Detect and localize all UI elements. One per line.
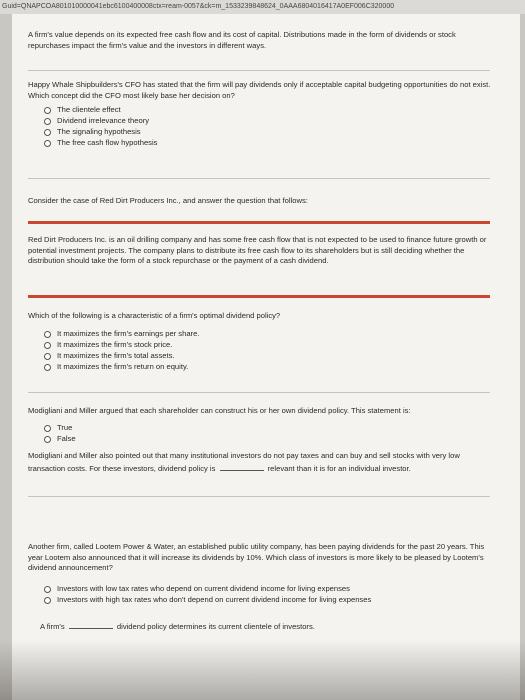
question-1 [28,80,498,149]
q2-option-2[interactable] [44,340,498,351]
question-3 [28,406,498,445]
radio-button[interactable] [44,353,51,360]
q1-option-1[interactable] [44,105,498,116]
question-3-text: Modigliani and Miller argued that each shareholder can construct his or her own dividend policy. This statement is: [28,406,411,415]
q2-option-1[interactable] [44,329,498,340]
radio-button[interactable] [44,597,51,604]
q5-option-2[interactable] [44,595,494,606]
radio-button[interactable] [44,364,51,371]
radio-button[interactable] [44,342,51,349]
case-top-rule [28,221,490,224]
q2-option-4[interactable] [44,362,498,373]
divider [28,178,490,179]
question-6 [28,620,506,633]
option-label: It maximizes the firm's total assets. [57,350,175,360]
option-label: The free cash flow hypothesis [57,138,158,148]
option-label: It maximizes the firm's return on equity. [57,361,189,371]
q3-option-true[interactable] [44,423,498,434]
q2-option-3[interactable] [44,351,498,362]
option-label: Dividend irrelevance theory [57,116,150,126]
question-4 [28,451,490,474]
assignment-page [12,14,520,700]
question-4-text-end: relevant than it is for an individual investor. [267,463,411,473]
option-label: Investors with low tax rates who depend on current dividend income for living expenses [57,583,350,593]
option-label: False [57,433,76,443]
radio-button[interactable] [44,586,51,593]
q1-option-4[interactable] [44,138,498,149]
option-label: The signaling hypothesis [57,127,141,137]
divider [28,392,490,393]
radio-button[interactable] [44,436,51,443]
case-bottom-rule [28,295,490,298]
question-6-text: dividend policy determines its current clientele of investors. [116,622,315,631]
q6-answer-dropdown[interactable] [69,620,113,629]
divider [28,70,490,71]
case-text: Red Dirt Producers Inc. is an oil drilling company and has some free cash flow that is not expected to be used to finance future growth or potential investment projects. The company plans to distribute its free cash flow to its shareholders but is still deciding whether the distribution should take the form of a stock repurchase or the payment of a cash dividend. [28,235,487,265]
radio-button[interactable] [44,107,51,114]
radio-button[interactable] [44,129,51,136]
question-2 [28,311,498,373]
q3-option-false[interactable] [44,434,498,445]
radio-button[interactable] [44,425,51,432]
divider [28,496,490,497]
option-label: The clientele effect [57,105,121,115]
intro-paragraph: A firm's value depends on its expected free cash flow and its cost of capital. Distributions made in the form of dividends or stock repurchases impact the firm's value and the investors in different ways. [28,30,456,50]
address-bar[interactable]: Guid=QNAPCOA80101000004​1ebc6100400008ctx=ream-0057&ck=m_1533239848624_0AAA6804016417A0EF006C320000 [0,0,525,14]
radio-button[interactable] [44,331,51,338]
option-label: It maximizes the firm's stock price. [57,339,173,349]
q4-answer-dropdown[interactable] [220,462,264,471]
question-5-text: Another firm, called Lootem Power & Water, an established public utility company, has been paying dividends for the past 20 years. This year Lootem also announced that it will increase its dividends by 10%. Which class of investors is more likely to be pleased by Lootem's dividend announcement? [28,542,485,572]
option-label: It maximizes the firm's earnings per share. [57,328,200,338]
question-1-text: Happy Whale Shipbuilders's CFO has stated that the firm will pay dividends only if acceptable capital budgeting opportunities do not exist. Which concept did the CFO most likely base her decision on? [28,80,491,100]
q1-option-2[interactable] [44,116,498,127]
radio-button[interactable] [44,140,51,147]
radio-button[interactable] [44,118,51,125]
q1-option-3[interactable] [44,127,498,138]
option-label: Investors with high tax rates who don't depend on current dividend income for living expenses [57,594,372,604]
question-6-lead: A firm's [40,622,65,631]
question-4-text-start: Modigliani and Miller also pointed out that many institutional investors do not pay taxes and can buy and sell stocks with very low transaction costs. For these investors, dividend policy is [28,451,460,473]
option-label: True [57,422,73,432]
question-5 [28,542,494,606]
case-prompt: Consider the case of Red Dirt Producers Inc., and answer the question that follows: [28,196,308,205]
q5-option-1[interactable] [44,584,494,595]
question-2-text: Which of the following is a characteristic of a firm's optimal dividend policy? [28,311,281,320]
